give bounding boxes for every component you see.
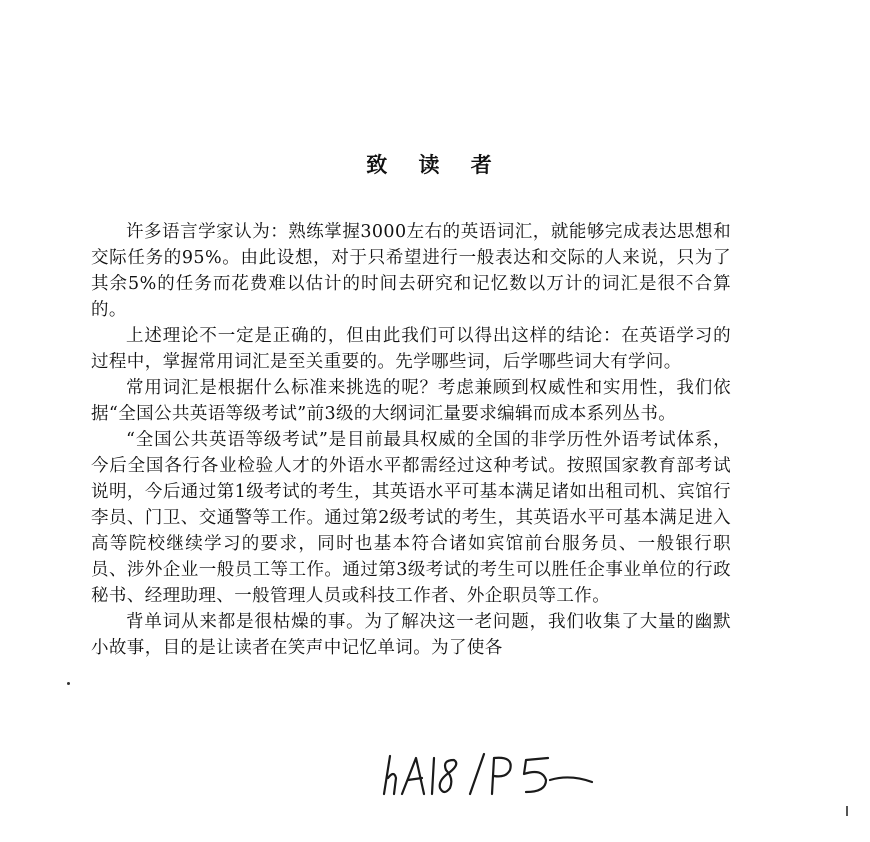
paragraph-2: 上述理论不一定是正确的，但由此我们可以得出这样的结论：在英语学习的过程中，掌握常用词汇是至关重要的。先学哪些词，后学哪些词大有学问。 <box>91 326 731 372</box>
paragraph-5: 背单词从来都是很枯燥的事。为了解决这一老问题，我们收集了大量的幽默小故事，目的是让读者在笑声中记忆单词。为了使各 <box>91 612 731 658</box>
paragraph-3: 常用词汇是根据什么标准来挑选的呢？考虑兼顾到权威性和实用性，我们依据“全国公共英语等级考试”前3级的大纲词汇量要求编辑而成本系列丛书。 <box>91 378 731 424</box>
page-title: 致 读 者 <box>366 152 504 177</box>
paragraph-4: “全国公共英语等级考试”是目前最具权威的全国的非学历性外语考试体系，今后全国各行各业检验人才的外语水平都需经过这种考试。按照国家教育部考试说明，今后通过第1级考试的考生，其英语水平可基本满足诸如出租司机、宾馆行李员、门卫、交通警等工作。通过第2级考试的考生，其英语水平可基本满足进入高等院校继续学习的要求，同时也基本符合诸如宾馆前台服务员、一般银行职员、涉外企业一般员工等工作。通过第3级考试的考生可以胜任企事业单位的行政秘书、经理助理、一般管理人员或科技工作者、外企职员等工作。 <box>91 430 731 606</box>
paragraph-1: 许多语言学家认为：熟练掌握3000左右的英语词汇，就能够完成表达思想和交际任务的95%。由此设想，对于只希望进行一般表达和交际的人来说，只为了其余5%的任务而花费难以估计的时间去研究和记忆数以万计的词汇是很不合算的。 <box>91 222 731 320</box>
body-text <box>91 219 731 661</box>
scan-edge-mark <box>846 806 848 816</box>
handwritten-annotation <box>380 748 610 798</box>
margin-speck <box>67 682 70 685</box>
